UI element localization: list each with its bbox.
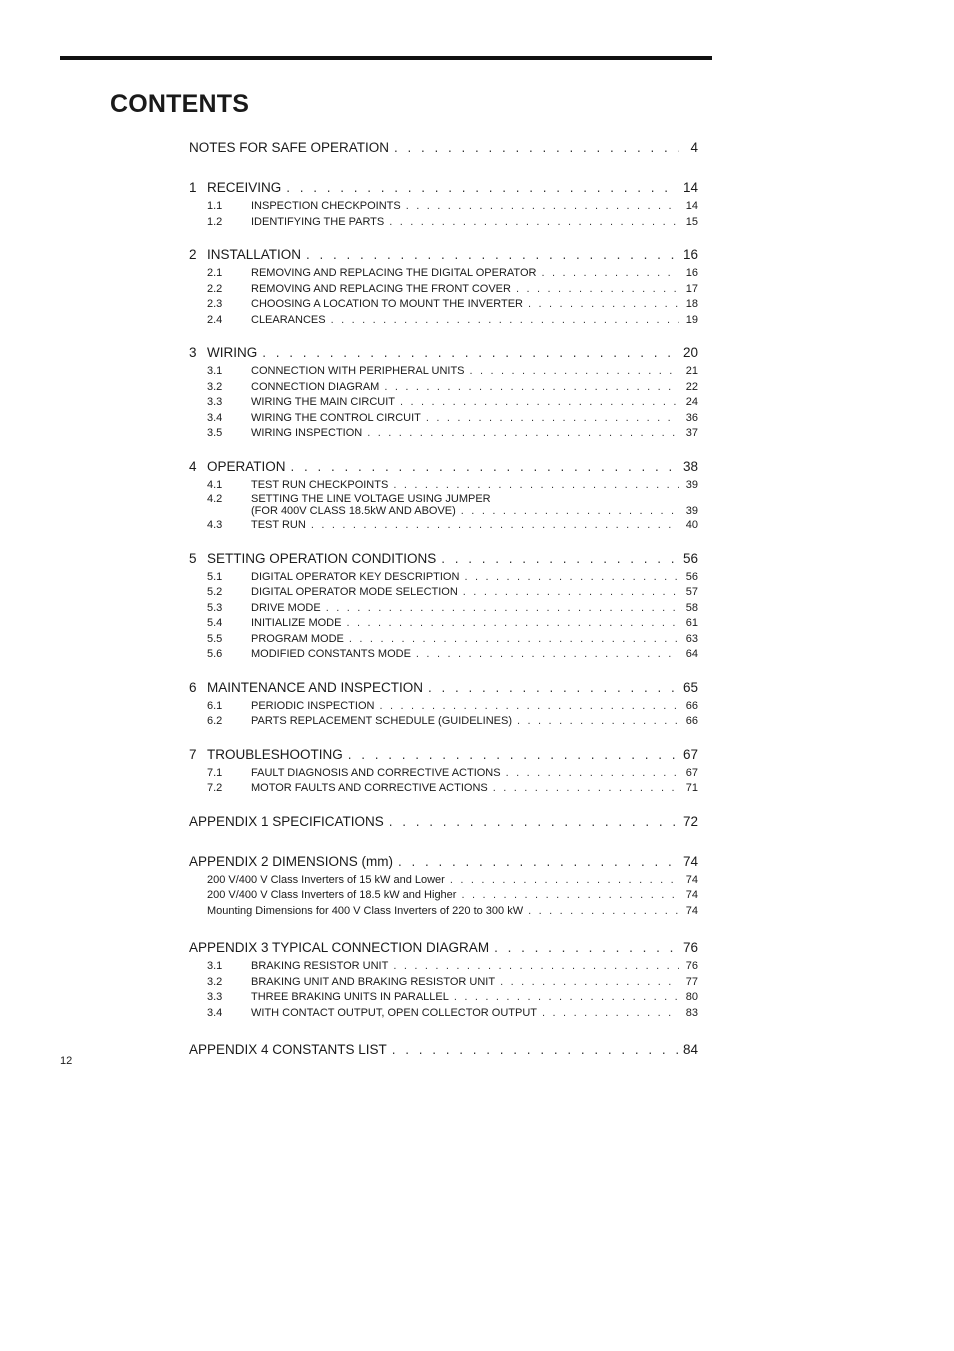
toc-entry-page: 65 bbox=[682, 679, 698, 695]
toc-entry-page: 16 bbox=[682, 247, 698, 262]
toc-section bbox=[189, 677, 698, 730]
dot-leader bbox=[389, 215, 679, 231]
toc-entry-title: APPENDIX 3 TYPICAL CONNECTION DIAGRAM bbox=[189, 940, 490, 955]
toc-subentry[interactable] bbox=[189, 411, 698, 427]
toc-entry-page: 74 bbox=[682, 853, 698, 869]
dot-leader bbox=[384, 380, 679, 396]
toc-entry-title: WIRING bbox=[207, 345, 258, 360]
toc-subentry-title: SETTING THE LINE VOLTAGE USING JUMPER bbox=[251, 493, 491, 505]
toc-subentry[interactable] bbox=[189, 380, 698, 396]
toc-entry[interactable] bbox=[189, 811, 698, 833]
dot-leader bbox=[493, 781, 679, 797]
toc-subentry-page: 76 bbox=[685, 960, 698, 972]
toc-subentry-number: 5.3 bbox=[207, 601, 223, 614]
toc-section bbox=[189, 342, 698, 442]
toc-subentry-number: 7.1 bbox=[207, 766, 223, 779]
dot-leader bbox=[406, 199, 679, 215]
toc-entry-title: SETTING OPERATION CONDITIONS bbox=[207, 550, 437, 566]
toc-subentry-page: 39 bbox=[685, 505, 698, 517]
toc-entry[interactable] bbox=[189, 1039, 698, 1061]
toc-entry[interactable] bbox=[189, 548, 698, 570]
dot-leader bbox=[416, 647, 679, 663]
toc-subentry-page: 56 bbox=[685, 570, 698, 583]
dot-leader bbox=[464, 570, 679, 586]
toc-subentry-title: TEST RUN CHECKPOINTS bbox=[251, 478, 389, 491]
toc-section bbox=[189, 744, 698, 797]
toc-subentry[interactable] bbox=[189, 395, 698, 411]
toc-subentry[interactable] bbox=[189, 266, 698, 282]
toc-subentry-page: 66 bbox=[685, 715, 698, 727]
toc-entry-number: 2 bbox=[189, 247, 197, 262]
toc-entry[interactable] bbox=[189, 677, 698, 699]
toc-subentry-title: REMOVING AND REPLACING THE DIGITAL OPERATOR bbox=[251, 267, 537, 279]
toc-subentry-title: BRAKING UNIT AND BRAKING RESISTOR UNIT bbox=[251, 975, 496, 988]
toc-entry[interactable] bbox=[189, 342, 698, 364]
toc-subentry[interactable] bbox=[189, 699, 698, 715]
toc-subentry[interactable] bbox=[189, 478, 698, 494]
toc-entry-page: 67 bbox=[682, 746, 698, 762]
toc-subentry-number: 3.1 bbox=[207, 365, 223, 377]
toc-entry-title: MAINTENANCE AND INSPECTION bbox=[207, 679, 424, 695]
toc-subentry-page: 15 bbox=[685, 215, 698, 228]
toc-subentry-number: 4.2 bbox=[207, 493, 223, 505]
toc-subentry-number: 5.6 bbox=[207, 648, 223, 660]
page-number: 12 bbox=[60, 1055, 73, 1067]
dot-leader bbox=[326, 601, 679, 617]
toc-subentry-title: DIGITAL OPERATOR MODE SELECTION bbox=[251, 586, 458, 598]
toc-subentry[interactable] bbox=[189, 781, 698, 797]
toc-entry-page: 72 bbox=[682, 813, 698, 829]
toc-subentry[interactable] bbox=[189, 632, 698, 648]
toc-subentry[interactable] bbox=[189, 601, 698, 617]
toc-subentry-number: 3.4 bbox=[207, 411, 223, 424]
toc-section bbox=[189, 244, 698, 328]
toc-subentry[interactable] bbox=[189, 199, 698, 215]
toc-entry[interactable] bbox=[189, 137, 698, 159]
toc-subentry-title: MODIFIED CONSTANTS MODE bbox=[251, 648, 411, 660]
dot-leader bbox=[454, 990, 679, 1006]
toc-subentry[interactable] bbox=[189, 873, 698, 889]
toc-subentry[interactable] bbox=[189, 364, 698, 380]
toc-subentry-page: 37 bbox=[685, 427, 698, 439]
dot-leader bbox=[461, 505, 679, 518]
toc-subentry[interactable] bbox=[189, 714, 698, 730]
toc-subentry-page: 64 bbox=[685, 648, 698, 660]
toc-subentry[interactable] bbox=[189, 990, 698, 1006]
toc-subentry-page: 66 bbox=[685, 699, 698, 712]
toc-entry[interactable] bbox=[189, 851, 698, 873]
toc-subentry-number: 3.2 bbox=[207, 380, 223, 393]
toc-entry-number: 3 bbox=[189, 345, 197, 360]
toc-subentry[interactable] bbox=[189, 518, 698, 534]
toc-subentry-title: IDENTIFYING THE PARTS bbox=[251, 215, 385, 228]
toc-entry-number: 1 bbox=[189, 180, 197, 195]
toc-subentry-title-continued: (FOR 400V CLASS 18.5kW AND ABOVE) bbox=[251, 505, 456, 517]
toc-entry[interactable] bbox=[189, 744, 698, 766]
toc-subentry-page: 24 bbox=[685, 396, 698, 408]
toc-subentry-number: 6.2 bbox=[207, 715, 223, 727]
toc-subentry-title: INITIALIZE MODE bbox=[251, 617, 342, 629]
toc-subentry[interactable] bbox=[189, 647, 698, 663]
toc-subentry-page: 83 bbox=[685, 1006, 698, 1019]
dot-leader bbox=[494, 937, 678, 959]
dot-leader bbox=[400, 395, 679, 411]
dot-leader bbox=[426, 411, 679, 427]
dot-leader bbox=[463, 585, 679, 601]
toc-section bbox=[189, 137, 698, 159]
toc-subentry-page: 40 bbox=[685, 519, 698, 531]
toc-subentry-title: 200 V/400 V Class Inverters of 18.5 kW and Higher bbox=[207, 889, 457, 901]
toc-subentry-number: 3.2 bbox=[207, 975, 223, 988]
toc-subentry-title: PERIODIC INSPECTION bbox=[251, 699, 375, 712]
dot-leader bbox=[542, 1006, 679, 1022]
toc-subentry[interactable] bbox=[189, 959, 698, 975]
dot-leader bbox=[311, 518, 679, 534]
toc-subentry-page: 19 bbox=[685, 313, 698, 326]
dot-leader bbox=[349, 632, 679, 648]
toc-subentry-title: WIRING THE MAIN CIRCUIT bbox=[251, 396, 396, 408]
toc-entry[interactable] bbox=[189, 244, 698, 266]
toc-subentry-number: 2.4 bbox=[207, 313, 223, 326]
toc-subentry-number: 2.2 bbox=[207, 282, 223, 295]
dot-leader bbox=[389, 811, 678, 833]
toc-entry-title: RECEIVING bbox=[207, 180, 282, 195]
toc-subentry-page: 21 bbox=[685, 365, 698, 377]
toc-entry-title: OPERATION bbox=[207, 458, 286, 474]
toc-subentry-number: 3.3 bbox=[207, 991, 223, 1003]
toc-subentry-title: WITH CONTACT OUTPUT, OPEN COLLECTOR OUTPUT bbox=[251, 1006, 538, 1019]
toc-subentry-page: 71 bbox=[685, 782, 698, 794]
toc-subentry[interactable] bbox=[189, 1006, 698, 1022]
toc-subentry-number: 2.1 bbox=[207, 267, 223, 279]
dot-leader bbox=[450, 873, 679, 889]
toc-subentry-number: 5.1 bbox=[207, 570, 223, 583]
toc-subentry-page: 22 bbox=[685, 380, 698, 393]
toc-subentry[interactable] bbox=[189, 570, 698, 586]
dot-leader bbox=[517, 714, 679, 730]
toc-subentry-number: 5.5 bbox=[207, 632, 223, 645]
toc-subentry-page: 36 bbox=[685, 411, 698, 424]
toc-section bbox=[189, 811, 698, 833]
dot-leader bbox=[516, 282, 679, 298]
toc-entry-page: 38 bbox=[682, 458, 698, 474]
toc-section bbox=[189, 548, 698, 663]
toc-subentry-title: CONNECTION DIAGRAM bbox=[251, 380, 380, 393]
toc-subentry-title: DRIVE MODE bbox=[251, 601, 321, 614]
dot-leader bbox=[428, 677, 678, 699]
toc-subentry-page: 57 bbox=[685, 586, 698, 598]
toc-subentry-title: BRAKING RESISTOR UNIT bbox=[251, 960, 389, 972]
toc-entry-page: 56 bbox=[682, 550, 698, 566]
toc-entry-title: APPENDIX 2 DIMENSIONS (mm) bbox=[189, 853, 394, 869]
toc-entry-page: 4 bbox=[690, 140, 698, 155]
dot-leader bbox=[506, 766, 679, 782]
toc-subentry-title: MOTOR FAULTS AND CORRECTIVE ACTIONS bbox=[251, 782, 488, 794]
toc-subentry-page: 74 bbox=[685, 873, 698, 886]
toc-entry-title: INSTALLATION bbox=[207, 247, 302, 262]
toc-subentry-title: CLEARANCES bbox=[251, 313, 326, 326]
toc-subentry-number: 7.2 bbox=[207, 782, 223, 794]
dot-leader bbox=[306, 244, 678, 266]
dot-leader bbox=[393, 959, 679, 975]
toc-subentry-number: 4.3 bbox=[207, 519, 223, 531]
toc-subentry-page: 74 bbox=[685, 889, 698, 901]
dot-leader bbox=[379, 699, 679, 715]
toc-entry-number: 5 bbox=[189, 550, 197, 566]
toc-entry[interactable] bbox=[189, 177, 698, 199]
toc-entry-number: 4 bbox=[189, 458, 197, 474]
toc-subentry[interactable] bbox=[189, 888, 698, 904]
toc-subentry-title: PROGRAM MODE bbox=[251, 632, 344, 645]
toc-subentry-page: 80 bbox=[685, 991, 698, 1003]
dot-leader bbox=[331, 313, 679, 329]
toc-subentry-page: 17 bbox=[685, 282, 698, 295]
toc-subentry-number: 4.1 bbox=[207, 478, 223, 491]
toc-entry-title: NOTES FOR SAFE OPERATION bbox=[189, 140, 390, 155]
toc-subentry-number: 3.5 bbox=[207, 427, 223, 439]
dot-leader bbox=[286, 177, 678, 199]
toc-subentry[interactable] bbox=[189, 426, 698, 442]
toc-subentry-page: 14 bbox=[685, 200, 698, 212]
toc-entry-number: 6 bbox=[189, 679, 197, 695]
dot-leader bbox=[441, 548, 678, 570]
toc-subentry[interactable] bbox=[189, 904, 698, 920]
toc-subentry-title: Mounting Dimensions for 400 V Class Inverters of 220 to 300 kW bbox=[207, 904, 524, 917]
toc-subentry[interactable] bbox=[189, 313, 698, 329]
toc-subentry-number: 3.4 bbox=[207, 1006, 223, 1019]
toc-entry-title: TROUBLESHOOTING bbox=[207, 746, 343, 762]
toc-subentry-page: 67 bbox=[685, 766, 698, 779]
toc-subentry[interactable] bbox=[189, 493, 698, 518]
dot-leader bbox=[392, 1039, 678, 1061]
toc-section bbox=[189, 937, 698, 1021]
toc-subentry-title: DIGITAL OPERATOR KEY DESCRIPTION bbox=[251, 570, 460, 583]
toc-subentry-title: THREE BRAKING UNITS IN PARALLEL bbox=[251, 991, 449, 1003]
table-of-contents bbox=[189, 137, 698, 1079]
toc-subentry-title: CHOOSING A LOCATION TO MOUNT THE INVERTER bbox=[251, 298, 523, 310]
toc-subentry-number: 1.1 bbox=[207, 200, 223, 212]
toc-subentry-number: 2.3 bbox=[207, 298, 223, 310]
toc-subentry-number: 5.2 bbox=[207, 586, 223, 598]
toc-subentry[interactable] bbox=[189, 585, 698, 601]
toc-subentry-page: 58 bbox=[685, 601, 698, 614]
toc-entry-page: 14 bbox=[682, 180, 698, 195]
dot-leader bbox=[367, 426, 679, 442]
toc-subentry-number: 5.4 bbox=[207, 617, 223, 629]
dot-leader bbox=[346, 616, 679, 632]
page-title: CONTENTS bbox=[110, 90, 250, 118]
dot-leader bbox=[541, 266, 679, 282]
toc-subentry-title: WIRING THE CONTROL CIRCUIT bbox=[251, 411, 421, 424]
dot-leader bbox=[262, 342, 678, 364]
dot-leader bbox=[398, 851, 678, 873]
toc-subentry-number: 6.1 bbox=[207, 699, 223, 712]
toc-entry-title: APPENDIX 4 CONSTANTS LIST bbox=[189, 1042, 387, 1057]
toc-entry[interactable] bbox=[189, 456, 698, 478]
toc-subentry-number: 3.1 bbox=[207, 960, 223, 972]
toc-subentry[interactable] bbox=[189, 766, 698, 782]
dot-leader bbox=[291, 456, 678, 478]
dot-leader bbox=[461, 888, 679, 904]
toc-subentry-title: FAULT DIAGNOSIS AND CORRECTIVE ACTIONS bbox=[251, 766, 501, 779]
toc-subentry-page: 16 bbox=[685, 267, 698, 279]
dot-leader bbox=[528, 904, 679, 920]
toc-section bbox=[189, 1039, 698, 1061]
toc-subentry[interactable] bbox=[189, 975, 698, 991]
toc-subentry-title: PARTS REPLACEMENT SCHEDULE (GUIDELINES) bbox=[251, 715, 513, 727]
toc-subentry[interactable] bbox=[189, 282, 698, 298]
toc-subentry-number: 1.2 bbox=[207, 215, 223, 228]
toc-subentry-page: 63 bbox=[685, 632, 698, 645]
toc-subentry-page: 61 bbox=[685, 617, 698, 629]
toc-entry-page: 84 bbox=[682, 1042, 698, 1057]
dot-leader bbox=[348, 744, 678, 766]
toc-entry-page: 20 bbox=[682, 345, 698, 360]
toc-entry-title: APPENDIX 1 SPECIFICATIONS bbox=[189, 813, 384, 829]
toc-subentry-page: 18 bbox=[685, 298, 698, 310]
toc-subentry-page: 39 bbox=[685, 478, 698, 491]
toc-subentry-title: REMOVING AND REPLACING THE FRONT COVER bbox=[251, 282, 511, 295]
toc-subentry-title: CONNECTION WITH PERIPHERAL UNITS bbox=[251, 365, 465, 377]
dot-leader bbox=[470, 364, 680, 380]
toc-subentry-title: WIRING INSPECTION bbox=[251, 427, 363, 439]
toc-section bbox=[189, 851, 698, 920]
toc-section bbox=[189, 456, 698, 534]
dot-leader bbox=[500, 975, 679, 991]
toc-subentry[interactable] bbox=[189, 616, 698, 632]
toc-subentry-page: 77 bbox=[685, 975, 698, 988]
toc-entry[interactable] bbox=[189, 937, 698, 959]
toc-subentry-page: 74 bbox=[685, 904, 698, 917]
dot-leader bbox=[528, 297, 679, 313]
toc-subentry-title: INSPECTION CHECKPOINTS bbox=[251, 200, 401, 212]
toc-entry-page: 76 bbox=[682, 940, 698, 955]
toc-subentry-title: TEST RUN bbox=[251, 519, 306, 531]
toc-entry-number: 7 bbox=[189, 746, 197, 762]
dot-leader bbox=[393, 478, 679, 494]
toc-section bbox=[189, 177, 698, 230]
dot-leader bbox=[394, 137, 679, 159]
toc-subentry[interactable] bbox=[189, 215, 698, 231]
top-rule bbox=[60, 56, 712, 60]
toc-subentry[interactable] bbox=[189, 297, 698, 313]
toc-subentry-title: 200 V/400 V Class Inverters of 15 kW and Lower bbox=[207, 873, 445, 886]
toc-subentry-number: 3.3 bbox=[207, 396, 223, 408]
